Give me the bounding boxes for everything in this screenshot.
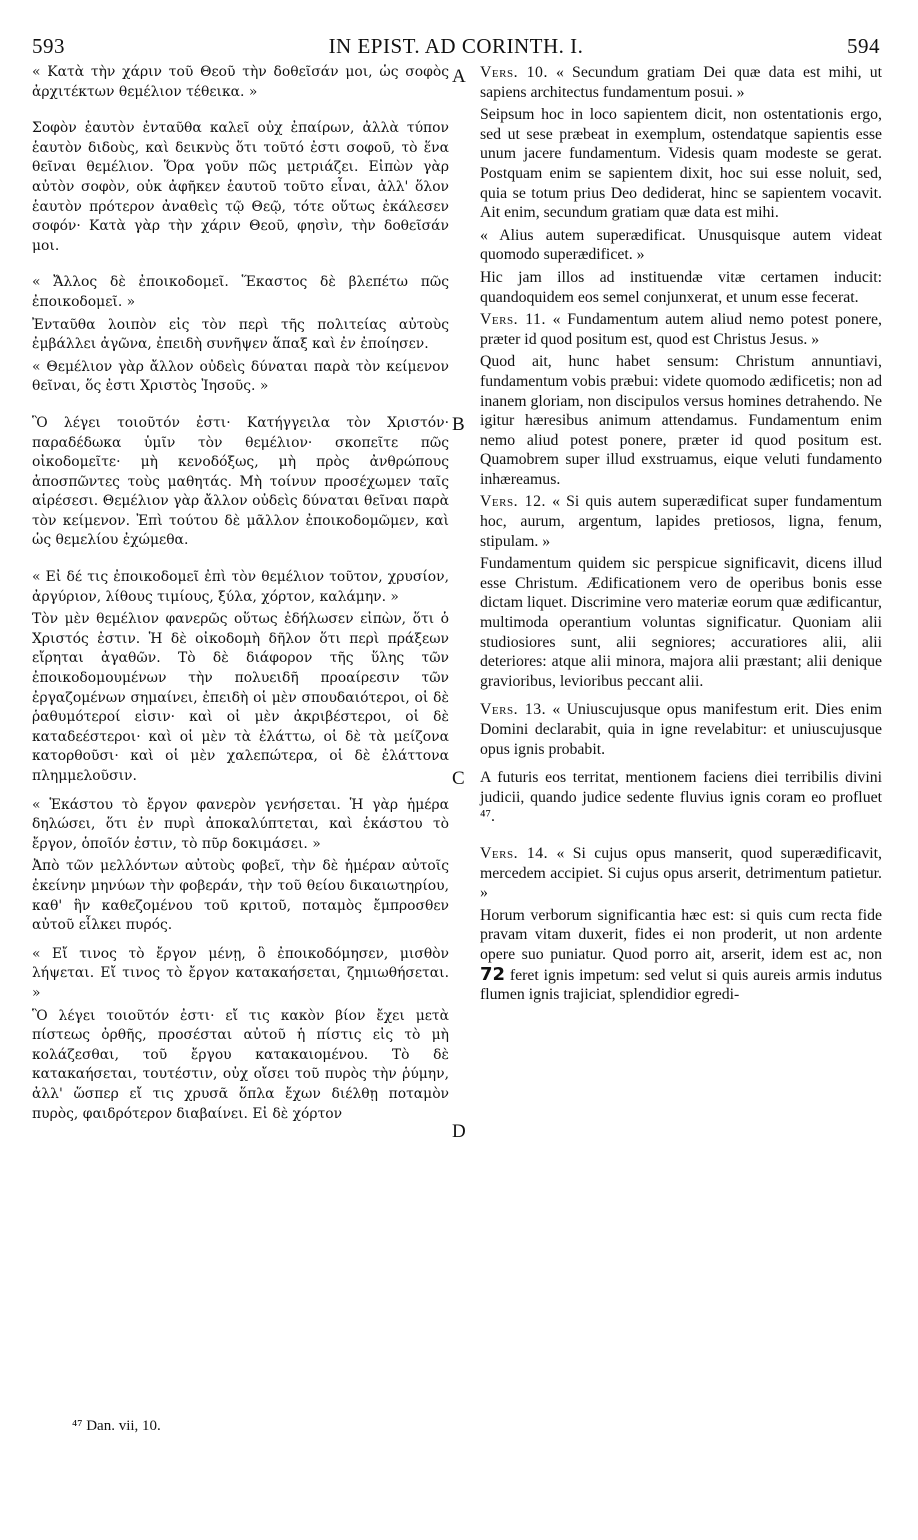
section-marker-c: C [452,768,465,789]
latin-commentary-text: feret ignis impetum: sed velut si quis aureis armis indutus flumen ignis trajiciat, splendidior egredi- [480,966,883,1004]
verse-paragraph [480,63,882,102]
latin-commentary: A futuris eos territat, mentionem faciens diei terribilis divini judicii, quando judice sedente fluvius ignis coram eo profluet ⁴⁷. [480,769,882,826]
latin-citation: « Alius autem superædificat. Unusquisque autem videat quomodo superædificet. » [480,226,882,264]
latin-commentary-text: Horum verborum significantia hæc est: si quis cum recta fide pravam vitam duxerit, fides ei non proderit, ut non ardente opere suo puniatur. Quod porro ait, arserit, idem est ac, non [480,906,882,963]
verse-paragraph [480,310,882,349]
verse-label: Vers. 11. [480,311,546,329]
greek-commentary: Ὃ λέγει τοιοῦτόν ἐστι· Κατήγγειλα τὸν Χριστόν· παραδέδωκα ὑμῖν τὸν θεμέλιον· σκοπεῖτε πῶς οἰκοδομεῖτε· μὴ κενοδόξως, μὴ πρὸς ἀνθρώπους ἀποσπῶντες τοὺς μαθητάς. Μὴ τοίνυν προσέχωμεν ταῖς αἱρέσεσι. Θεμέλιον γὰρ ἄλλον οὐδεὶς δύναται θεῖναι παρὰ τὸν κείμενον. Ἐπὶ τούτου δὲ μᾶλλον ἐποικοδομῶμεν, καὶ ὡς θεμελίου ἐχώμεθα. [32,414,449,549]
section-marker-a: A [452,66,466,87]
verse-label: Vers. 13. [480,701,547,719]
verse-text: « Si cujus opus manserit, quod superædificavit, mercedem accipiet. Si cujus opus arserit, detrimentum patietur. » [480,844,883,902]
greek-citation: « Θεμέλιον γὰρ ἄλλον οὐδεὶς δύναται παρὰ τὸν κείμενον θεῖναι, ὅς ἐστι Χριστὸς Ἰησοῦς. » [32,358,449,395]
greek-column [32,63,449,1124]
section-marker-d: D [452,1121,466,1142]
original-column-number: 72 [480,963,506,985]
greek-citation: « Κατὰ τὴν χάριν τοῦ Θεοῦ τὴν δοθεῖσάν μοι, ὡς σοφὸς ἀρχιτέκτων θεμέλιον τέθεικα. » [32,64,449,100]
verse-text: « Secundum gratiam Dei quæ data est mihi, ut sapiens architectus fundamentum posui. » [480,64,882,101]
greek-commentary: Ἐνταῦθα λοιπὸν εἰς τὸν περὶ τῆς πολιτείας αὐτοὺς ἐμβάλλει ἀγῶνα, ἐπειδὴ συνῆψεν ἅπαξ καὶ ἐν ἐποίησεν. [32,316,449,353]
verse-label: Vers. 12. [480,493,546,511]
greek-commentary: Ἀπὸ τῶν μελλόντων αὐτοὺς φοβεῖ, τὴν δὲ ἡμέραν αὐτοῖς ἐκείνην μηνύων τὴν φοβεράν, τὴν τοῦ θείου δικαιωτηρίου, καθ' ἣν καθεζομένου τοῦ κριτοῦ, ποταμὸς ἔμπροσθεν αὐτοῦ εἷλκει πυρός. [32,858,449,934]
latin-commentary: Hic jam illos ad instituendæ vitæ certamen inducit: quandoquidem eos semel conjunxerat, et unum esse fecerat. [480,268,882,306]
greek-citation: « Ἑκάστου τὸ ἔργον φανερὸν γενήσεται. Ἡ γὰρ ἡμέρα δηλώσει, ὅτι ἐν πυρὶ ἀποκαλύπτεται, καὶ ἑκάστου τὸ ἔργον, ὁποῖόν ἐστιν, τὸ πῦρ δοκιμάσει. » [32,796,449,852]
greek-commentary: Σοφὸν ἑαυτὸν ἐνταῦθα καλεῖ οὐχ ἐπαίρων, ἀλλὰ τύπον ἑαυτὸν διδοὺς, καὶ δεικνὺς ὅτι τοῦτό ἐστι σοφοῦ, τὸ ἕνα θεῖναι θεμέλιον. Ὅρα γοῦν πῶς μετριάζει. Εἰπὼν γὰρ αὐτὸν σοφὸν, οὐκ ἀφῆκεν ἑαυτοῦ τοῦτο εἶναι, ἀλλ' ὅλον ἑαυτὸν πρότερον ἀναθεὶς τῷ Θεῷ, τότε οὕτως ἐκάλεσεν σοφόν· Κατὰ γὰρ τὴν χάριν Θεοῦ, φησὶν, τὴν δοθεῖσάν μοι. [32,120,449,254]
latin-commentary: Quod ait, hunc habet sensum: Christum annuntiavi, fundamentum vobis præbui: videte quomodo ædificetis; non ad inanem gloriam, non discipulos versus homines detrahendo. Ne igitur hæresibus animum attendamus. Fundamentum enim nemo aliud potest ponere, præter id quod positum est. Quamobrem super illud exstruamus, eique veluti fundamento inhæreamus. [480,353,882,488]
section-marker-b: B [452,414,465,435]
greek-commentary: Τὸν μὲν θεμέλιον φανερῶς οὕτως ἐδήλωσεν εἰπὼν, ὅτι ὁ Χριστός ἐστιν. Ἡ δὲ οἰκοδομὴ δῆλον ὅτι περὶ πράξεων εἴρηται ἀγαθῶν. Τὸ δὲ διάφορον τῆς ὕλης τῶν ἐποικοδομουμένων τὴν πολυειδῆ προαίρεσιν τῶν ἐργαζομένων σημαίνει, ἐπειδὴ οἱ μὲν σπουδαιότεροι, οἱ δὲ ῥαθυμότεροί εἰσιν· καὶ οἱ μὲν ἀκριβέστεροι, οἱ δὲ καταδεέστεροι· καὶ οἱ μὲν τὰ ἐλάττω, οἱ δὲ τὰ μείζονα κατορθοῦσι· καὶ οἱ μὲν χαλεπώτερα, οἱ δὲ ἐλάττονα πλημμελοῦσιν. [32,611,449,784]
verse-text: « Uniuscujusque opus manifestum erit. Dies enim Domini declarabit, quia in igne revelabitur: et uniuscujusque opus ignis probabit. [480,701,883,758]
verse-paragraph [480,492,882,551]
greek-citation: « Εἴ τινος τὸ ἔργον μένῃ, ὃ ἐποικοδόμησεν, μισθὸν λήψεται. Εἴ τινος τὸ ἔργον κατακαήσεται, ζημιωθήσεται. » [32,945,449,1001]
running-header [32,34,880,62]
verse-text: « Fundamentum autem aliud nemo potest ponere, præter id quod positum est, quod est Christus Jesus. » [480,311,882,348]
greek-citation: « Ἄλλος δὲ ἐποικοδομεῖ. Ἕκαστος δὲ βλεπέτω πῶς ἐποικοδομεῖ. » [32,274,449,310]
running-title: IN EPIST. AD CORINTH. I. [328,34,584,58]
verse-paragraph [480,700,882,759]
latin-commentary: Seipsum hoc in loco sapientem dicit, non ostentationis ergo, sed ut sese præbeat in exemplum, ostendatque sapientis esse unum jacere fundamentum. Videsis quam modeste se gerat. Postquam enim se sapientem dixit, hoc sui esse noluit, sed, quia se totum prius Deo dediderat, hinc se sapientem vocavit. Ait enim, secundum gratiam quæ data est mihi. [480,106,882,222]
verse-paragraph [480,844,882,903]
footnote: ⁴⁷ Dan. vii, 10. [72,1418,161,1434]
page-number-left: 593 [32,34,65,58]
latin-commentary [480,906,882,1005]
greek-citation: « Εἰ δέ τις ἐποικοδομεῖ ἐπὶ τὸν θεμέλιον τοῦτον, χρυσίον, ἀργύριον, λίθους τιμίους, ξύλα, χόρτον, καλάμην. » [32,569,449,605]
latin-column [480,63,882,1005]
greek-commentary: Ὃ λέγει τοιοῦτόν ἐστι· εἴ τις κακὸν βίον ἔχει μετὰ πίστεως ὀρθῆς, προσέσται αὐτοῦ ἡ πίστις εἰς τὸ μὴ κολάζεσθαι, τοῦ ἔργου κατακαιομένου. Τὸ δὲ κατακαήσεται, τουτέστιν, οὐχ οἴσει τοῦ πυρὸς τὴν ῥύμην, ἀλλ' ὥσπερ εἴ τις χρυσᾶ ὅπλα ἔχων διέλθῃ ποταμὸν πυρὸς, φαιδρότερον διαβαίνει. Εἰ δὲ χόρτον [32,1007,449,1122]
verse-label: Vers. 10. [480,64,548,81]
verse-text: « Si quis autem superædificat super fundamentum hoc, aurum, argentum, lapides pretiosos, ligna, fenum, stipulam. » [480,493,882,550]
page-number-right: 594 [847,34,880,58]
verse-label: Vers. 14. [480,844,549,862]
latin-commentary: Fundamentum quidem sic perspicue significavit, dicens illud esse Christum. Ædificationem vero de operibus bonis esse dictam liquet. Discrimine vero materiæ eorum quæ ædificantur, multimoda operantium voluntas significatur. Quoniam alii studiosiores sunt, alii segniores; accuratiores alii, alii deteriores: atque alii minora, majora alii præstant; alii denique gravioribus, levioribus peccant alii. [480,555,882,690]
